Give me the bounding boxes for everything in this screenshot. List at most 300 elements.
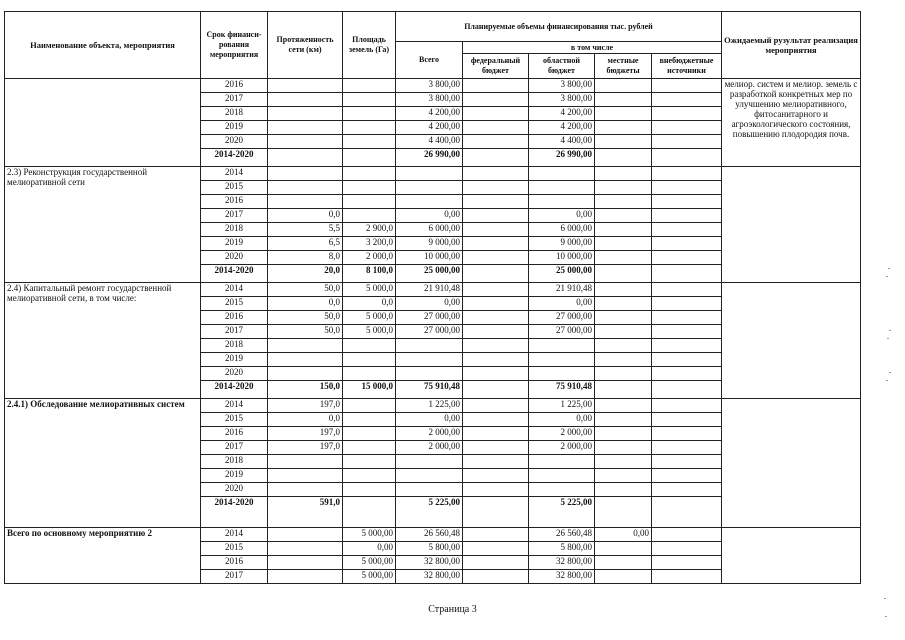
expected-result-cell (722, 528, 861, 584)
area-cell (343, 413, 396, 427)
local-cell (595, 483, 652, 497)
federal-cell (463, 79, 529, 93)
off-cell (652, 381, 722, 399)
year-cell: 2017 (201, 209, 268, 223)
off-cell (652, 413, 722, 427)
area-cell (343, 399, 396, 413)
off-cell (652, 367, 722, 381)
area-cell (343, 195, 396, 209)
regional-cell: 10 000,00 (529, 251, 595, 265)
regional-cell (529, 455, 595, 469)
total-cell (396, 367, 463, 381)
area-cell: 8 100,0 (343, 265, 396, 283)
total-cell: 27 000,00 (396, 325, 463, 339)
regional-cell: 4 200,00 (529, 107, 595, 121)
length-cell: 591,0 (268, 497, 343, 528)
federal-cell (463, 311, 529, 325)
header-federal: федеральный бюджет (463, 54, 529, 79)
local-cell (595, 325, 652, 339)
year-cell: 2020 (201, 135, 268, 149)
total-cell (396, 483, 463, 497)
object-name-cell: 2.4) Капитальный ремонт государственной мелиоративной сети, в том числе: (5, 283, 201, 399)
length-cell (268, 570, 343, 584)
total-cell: 26 990,00 (396, 149, 463, 167)
local-cell (595, 237, 652, 251)
regional-cell: 4 200,00 (529, 121, 595, 135)
off-cell (652, 556, 722, 570)
federal-cell (463, 542, 529, 556)
local-cell (595, 497, 652, 528)
year-cell: 2014-2020 (201, 149, 268, 167)
length-cell (268, 556, 343, 570)
regional-cell: 75 910,48 (529, 381, 595, 399)
area-cell: 5 000,0 (343, 325, 396, 339)
year-cell: 2016 (201, 556, 268, 570)
length-cell (268, 339, 343, 353)
regional-cell: 0,00 (529, 297, 595, 311)
table-row (5, 79, 861, 93)
total-cell (396, 469, 463, 483)
length-cell: 20,0 (268, 265, 343, 283)
local-cell (595, 381, 652, 399)
year-cell: 2015 (201, 181, 268, 195)
length-cell: 197,0 (268, 441, 343, 455)
regional-cell (529, 483, 595, 497)
area-cell: 3 200,0 (343, 237, 396, 251)
off-cell (652, 283, 722, 297)
header-area: Площадь земель (Га) (343, 12, 396, 79)
regional-cell: 25 000,00 (529, 265, 595, 283)
length-cell: 8,0 (268, 251, 343, 265)
off-cell (652, 469, 722, 483)
header-object-name: Наименование объекта, мероприятия (5, 12, 201, 79)
year-cell: 2020 (201, 251, 268, 265)
off-cell (652, 195, 722, 209)
year-cell: 2018 (201, 107, 268, 121)
total-cell: 4 400,00 (396, 135, 463, 149)
object-name-cell: 2.3) Реконструкция государственной мелиоративной сети (5, 167, 201, 283)
area-cell (343, 441, 396, 455)
local-cell (595, 121, 652, 135)
regional-cell: 2 000,00 (529, 427, 595, 441)
total-cell (396, 455, 463, 469)
off-cell (652, 542, 722, 556)
year-cell: 2017 (201, 570, 268, 584)
year-cell: 2018 (201, 455, 268, 469)
off-cell (652, 149, 722, 167)
federal-cell (463, 367, 529, 381)
regional-cell: 26 560,48 (529, 528, 595, 542)
total-cell: 0,00 (396, 297, 463, 311)
year-cell: 2014-2020 (201, 265, 268, 283)
table-row (5, 399, 861, 413)
header-including: в том числе (463, 42, 722, 54)
area-cell: 0,00 (343, 542, 396, 556)
local-cell (595, 107, 652, 121)
length-cell (268, 353, 343, 367)
off-cell (652, 265, 722, 283)
off-cell (652, 399, 722, 413)
regional-cell (529, 469, 595, 483)
regional-cell: 21 910,48 (529, 283, 595, 297)
length-cell: 50,0 (268, 325, 343, 339)
length-cell: 50,0 (268, 311, 343, 325)
federal-cell (463, 469, 529, 483)
area-cell: 2 000,0 (343, 251, 396, 265)
off-cell (652, 107, 722, 121)
length-cell (268, 528, 343, 542)
page-number: Страница 3 (428, 604, 477, 615)
total-cell: 75 910,48 (396, 381, 463, 399)
regional-cell: 6 000,00 (529, 223, 595, 237)
local-cell (595, 265, 652, 283)
regional-cell: 27 000,00 (529, 311, 595, 325)
federal-cell (463, 195, 529, 209)
length-cell (268, 469, 343, 483)
area-cell (343, 121, 396, 135)
regional-cell: 2 000,00 (529, 441, 595, 455)
year-cell: 2019 (201, 353, 268, 367)
year-cell: 2017 (201, 93, 268, 107)
federal-cell (463, 413, 529, 427)
table-row (5, 167, 861, 181)
off-cell (652, 223, 722, 237)
length-cell: 5,5 (268, 223, 343, 237)
off-cell (652, 570, 722, 584)
year-cell: 2016 (201, 427, 268, 441)
year-cell: 2014 (201, 283, 268, 297)
object-name-cell: 2.4.1) Обследование мелиоративных систем (5, 399, 201, 528)
total-cell: 6 000,00 (396, 223, 463, 237)
total-cell: 21 910,48 (396, 283, 463, 297)
federal-cell (463, 353, 529, 367)
header-planned-financing: Планируемые объемы финансирования тыс. рублей (396, 12, 722, 42)
local-cell (595, 469, 652, 483)
federal-cell (463, 381, 529, 399)
local-cell (595, 455, 652, 469)
total-cell: 32 800,00 (396, 570, 463, 584)
length-cell: 6,5 (268, 237, 343, 251)
object-name-cell (5, 79, 201, 167)
header-expected-result: Ожидаемый рузультат реализация мероприятия (722, 12, 861, 79)
local-cell (595, 223, 652, 237)
local-cell (595, 93, 652, 107)
area-cell (343, 427, 396, 441)
year-cell: 2014 (201, 167, 268, 181)
length-cell (268, 93, 343, 107)
year-cell: 2014 (201, 528, 268, 542)
area-cell: 0,0 (343, 297, 396, 311)
federal-cell (463, 339, 529, 353)
total-cell: 1 225,00 (396, 399, 463, 413)
year-cell: 2020 (201, 367, 268, 381)
federal-cell (463, 121, 529, 135)
local-cell (595, 195, 652, 209)
off-cell (652, 339, 722, 353)
header-regional: областной бюджет (529, 54, 595, 79)
length-cell (268, 135, 343, 149)
off-cell (652, 251, 722, 265)
regional-cell (529, 339, 595, 353)
off-cell (652, 353, 722, 367)
federal-cell (463, 283, 529, 297)
federal-cell (463, 93, 529, 107)
total-cell: 3 800,00 (396, 79, 463, 93)
year-cell: 2015 (201, 413, 268, 427)
length-cell: 0,0 (268, 297, 343, 311)
area-cell (343, 497, 396, 528)
length-cell: 50,0 (268, 283, 343, 297)
local-cell (595, 353, 652, 367)
local-cell (595, 339, 652, 353)
area-cell (343, 107, 396, 121)
local-cell (595, 367, 652, 381)
federal-cell (463, 325, 529, 339)
total-cell (396, 181, 463, 195)
length-cell (268, 483, 343, 497)
regional-cell (529, 167, 595, 181)
area-cell (343, 93, 396, 107)
federal-cell (463, 399, 529, 413)
total-cell: 5 800,00 (396, 542, 463, 556)
total-cell: 3 800,00 (396, 93, 463, 107)
length-cell (268, 455, 343, 469)
federal-cell (463, 455, 529, 469)
total-cell: 5 225,00 (396, 497, 463, 528)
federal-cell (463, 427, 529, 441)
regional-cell: 0,00 (529, 413, 595, 427)
area-cell: 5 000,0 (343, 283, 396, 297)
area-cell: 5 000,00 (343, 528, 396, 542)
local-cell (595, 556, 652, 570)
length-cell (268, 542, 343, 556)
local-cell (595, 283, 652, 297)
area-cell: 5 000,00 (343, 556, 396, 570)
regional-cell: 3 800,00 (529, 93, 595, 107)
length-cell: 197,0 (268, 427, 343, 441)
year-cell: 2017 (201, 325, 268, 339)
total-cell (396, 167, 463, 181)
federal-cell (463, 223, 529, 237)
federal-cell (463, 149, 529, 167)
year-cell: 2014 (201, 399, 268, 413)
federal-cell (463, 167, 529, 181)
regional-cell: 27 000,00 (529, 325, 595, 339)
length-cell (268, 181, 343, 195)
federal-cell (463, 570, 529, 584)
off-cell (652, 121, 722, 135)
total-cell: 10 000,00 (396, 251, 463, 265)
length-cell (268, 167, 343, 181)
federal-cell (463, 135, 529, 149)
regional-cell: 0,00 (529, 209, 595, 223)
year-cell: 2016 (201, 311, 268, 325)
federal-cell (463, 497, 529, 528)
federal-cell (463, 181, 529, 195)
area-cell (343, 181, 396, 195)
local-cell: 0,00 (595, 528, 652, 542)
expected-result-cell (722, 399, 861, 528)
off-cell (652, 325, 722, 339)
area-cell (343, 209, 396, 223)
year-cell: 2015 (201, 297, 268, 311)
length-cell: 0,0 (268, 413, 343, 427)
off-cell (652, 135, 722, 149)
area-cell: 5 000,00 (343, 570, 396, 584)
regional-cell: 1 225,00 (529, 399, 595, 413)
federal-cell (463, 528, 529, 542)
off-cell (652, 483, 722, 497)
local-cell (595, 251, 652, 265)
total-cell (396, 339, 463, 353)
total-cell: 2 000,00 (396, 441, 463, 455)
total-cell: 27 000,00 (396, 311, 463, 325)
regional-cell: 3 800,00 (529, 79, 595, 93)
year-cell: 2015 (201, 542, 268, 556)
local-cell (595, 542, 652, 556)
federal-cell (463, 297, 529, 311)
total-cell: 9 000,00 (396, 237, 463, 251)
header-total: Всего (396, 42, 463, 79)
length-cell: 150,0 (268, 381, 343, 399)
table-body (5, 79, 861, 584)
area-cell (343, 367, 396, 381)
federal-cell (463, 483, 529, 497)
regional-cell (529, 195, 595, 209)
local-cell (595, 167, 652, 181)
local-cell (595, 311, 652, 325)
regional-cell (529, 181, 595, 195)
off-cell (652, 181, 722, 195)
total-cell: 4 200,00 (396, 107, 463, 121)
expected-result-cell (722, 283, 861, 399)
off-cell (652, 427, 722, 441)
off-cell (652, 209, 722, 223)
year-cell: 2014-2020 (201, 497, 268, 528)
area-cell (343, 353, 396, 367)
total-cell: 4 200,00 (396, 121, 463, 135)
local-cell (595, 570, 652, 584)
area-cell (343, 135, 396, 149)
length-cell: 0,0 (268, 209, 343, 223)
local-cell (595, 79, 652, 93)
area-cell (343, 483, 396, 497)
table-row (5, 283, 861, 297)
area-cell (343, 167, 396, 181)
header-period: Срок финанси-рования мероприятия (201, 12, 268, 79)
total-cell (396, 195, 463, 209)
length-cell (268, 367, 343, 381)
off-cell (652, 455, 722, 469)
federal-cell (463, 265, 529, 283)
area-cell (343, 469, 396, 483)
off-cell (652, 79, 722, 93)
federal-cell (463, 209, 529, 223)
area-cell (343, 455, 396, 469)
off-cell (652, 297, 722, 311)
regional-cell: 5 800,00 (529, 542, 595, 556)
header-length: Протяженность сети (км) (268, 12, 343, 79)
length-cell (268, 149, 343, 167)
regional-cell (529, 367, 595, 381)
area-cell: 2 900,0 (343, 223, 396, 237)
total-cell: 26 560,48 (396, 528, 463, 542)
local-cell (595, 441, 652, 455)
area-cell: 15 000,0 (343, 381, 396, 399)
expected-result-cell: мелиор. систем и мелиор. земель с разработкой конкретных мер по улучшению мелиоративного, фитосанитарного и агроэкологического состояния, повышению плодородия почв. (722, 79, 861, 167)
area-cell (343, 339, 396, 353)
area-cell: 5 000,0 (343, 311, 396, 325)
regional-cell (529, 353, 595, 367)
year-cell: 2020 (201, 483, 268, 497)
financing-table (4, 11, 861, 584)
length-cell (268, 195, 343, 209)
federal-cell (463, 251, 529, 265)
year-cell: 2019 (201, 121, 268, 135)
local-cell (595, 297, 652, 311)
local-cell (595, 413, 652, 427)
object-name-cell: Всего по основному мероприятию 2 (5, 528, 201, 584)
year-cell: 2016 (201, 79, 268, 93)
local-cell (595, 149, 652, 167)
off-cell (652, 93, 722, 107)
year-cell: 2018 (201, 339, 268, 353)
header-local: местные бюджеты (595, 54, 652, 79)
off-cell (652, 311, 722, 325)
regional-cell: 26 990,00 (529, 149, 595, 167)
total-cell: 32 800,00 (396, 556, 463, 570)
total-cell: 0,00 (396, 209, 463, 223)
off-cell (652, 441, 722, 455)
year-cell: 2019 (201, 469, 268, 483)
off-cell (652, 497, 722, 528)
federal-cell (463, 441, 529, 455)
year-cell: 2019 (201, 237, 268, 251)
regional-cell: 32 800,00 (529, 556, 595, 570)
table-row (5, 528, 861, 542)
year-cell: 2014-2020 (201, 381, 268, 399)
local-cell (595, 427, 652, 441)
year-cell: 2016 (201, 195, 268, 209)
local-cell (595, 181, 652, 195)
length-cell (268, 107, 343, 121)
off-cell (652, 167, 722, 181)
regional-cell: 9 000,00 (529, 237, 595, 251)
expected-result-cell (722, 167, 861, 283)
length-cell (268, 121, 343, 135)
federal-cell (463, 556, 529, 570)
regional-cell: 5 225,00 (529, 497, 595, 528)
year-cell: 2018 (201, 223, 268, 237)
federal-cell (463, 237, 529, 251)
regional-cell: 32 800,00 (529, 570, 595, 584)
local-cell (595, 135, 652, 149)
year-cell: 2017 (201, 441, 268, 455)
length-cell: 197,0 (268, 399, 343, 413)
table-header (5, 12, 861, 79)
length-cell (268, 79, 343, 93)
local-cell (595, 399, 652, 413)
off-cell (652, 528, 722, 542)
off-cell (652, 237, 722, 251)
total-cell: 25 000,00 (396, 265, 463, 283)
area-cell (343, 79, 396, 93)
total-cell: 0,00 (396, 413, 463, 427)
federal-cell (463, 107, 529, 121)
local-cell (595, 209, 652, 223)
total-cell (396, 353, 463, 367)
area-cell (343, 149, 396, 167)
